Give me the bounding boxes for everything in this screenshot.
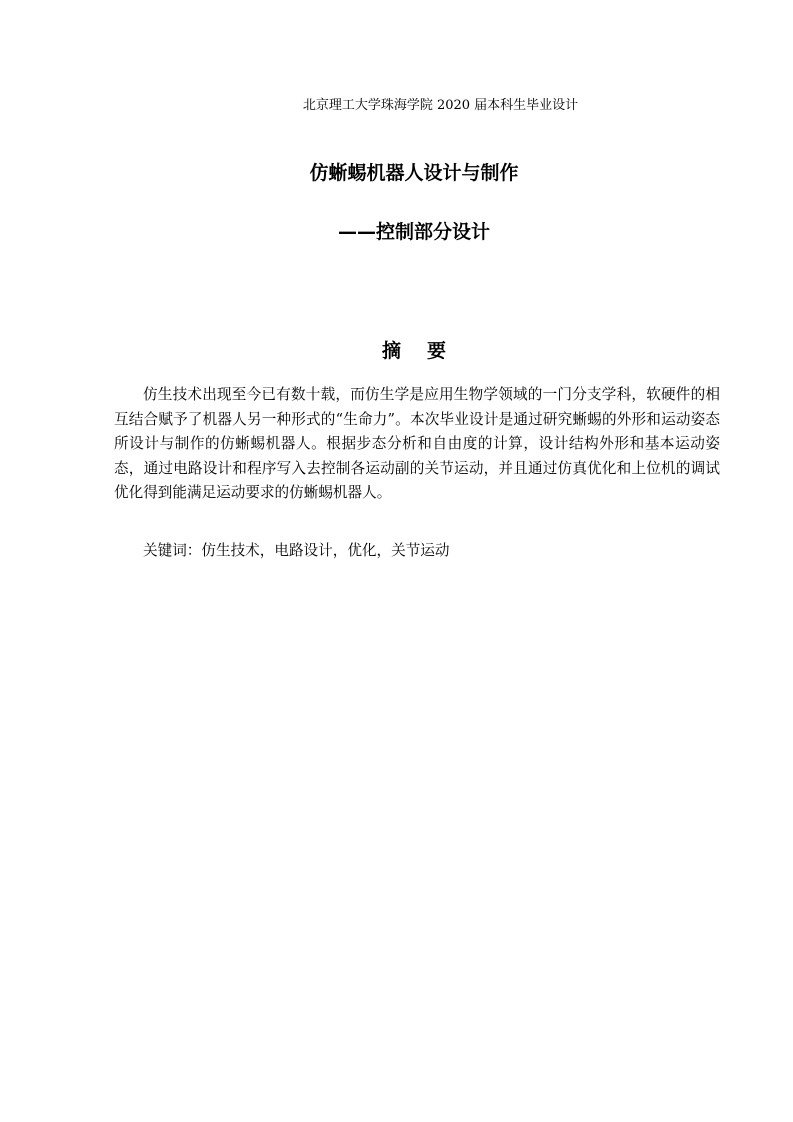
abstract-heading-left: 摘 bbox=[381, 340, 401, 362]
running-header: 北京理工大学珠海学院 2020 届本科生毕业设计 bbox=[302, 98, 579, 113]
thesis-title: 仿蜥蜴机器人设计与制作 bbox=[309, 162, 519, 184]
abstract-heading-right: 要 bbox=[427, 340, 447, 362]
keywords-line: 关键词：仿生技术，电路设计，优化，关节运动 bbox=[143, 542, 450, 559]
thesis-subtitle: ——控制部分设计 bbox=[337, 221, 490, 243]
abstract-body: 仿生技术出现至今已有数十载，而仿生学是应用生物学领域的一门分支学科，软硬件的相互结合赋予了机器人另一种形式的“生命力”。本次毕业设计是通过研究蜥蜴的外形和运动姿态所设计与制作的仿蜥蜴机器人。根据步态分析和自由度的计算，设计结构外形和基本运动姿态，通过电路设计和程序写入去控制各运动副的关节运动，并且通过仿真优化和上位机的调试优化得到能满足运动要求的仿蜥蜴机器人。 bbox=[114, 386, 720, 501]
abstract-heading bbox=[0, 336, 793, 363]
